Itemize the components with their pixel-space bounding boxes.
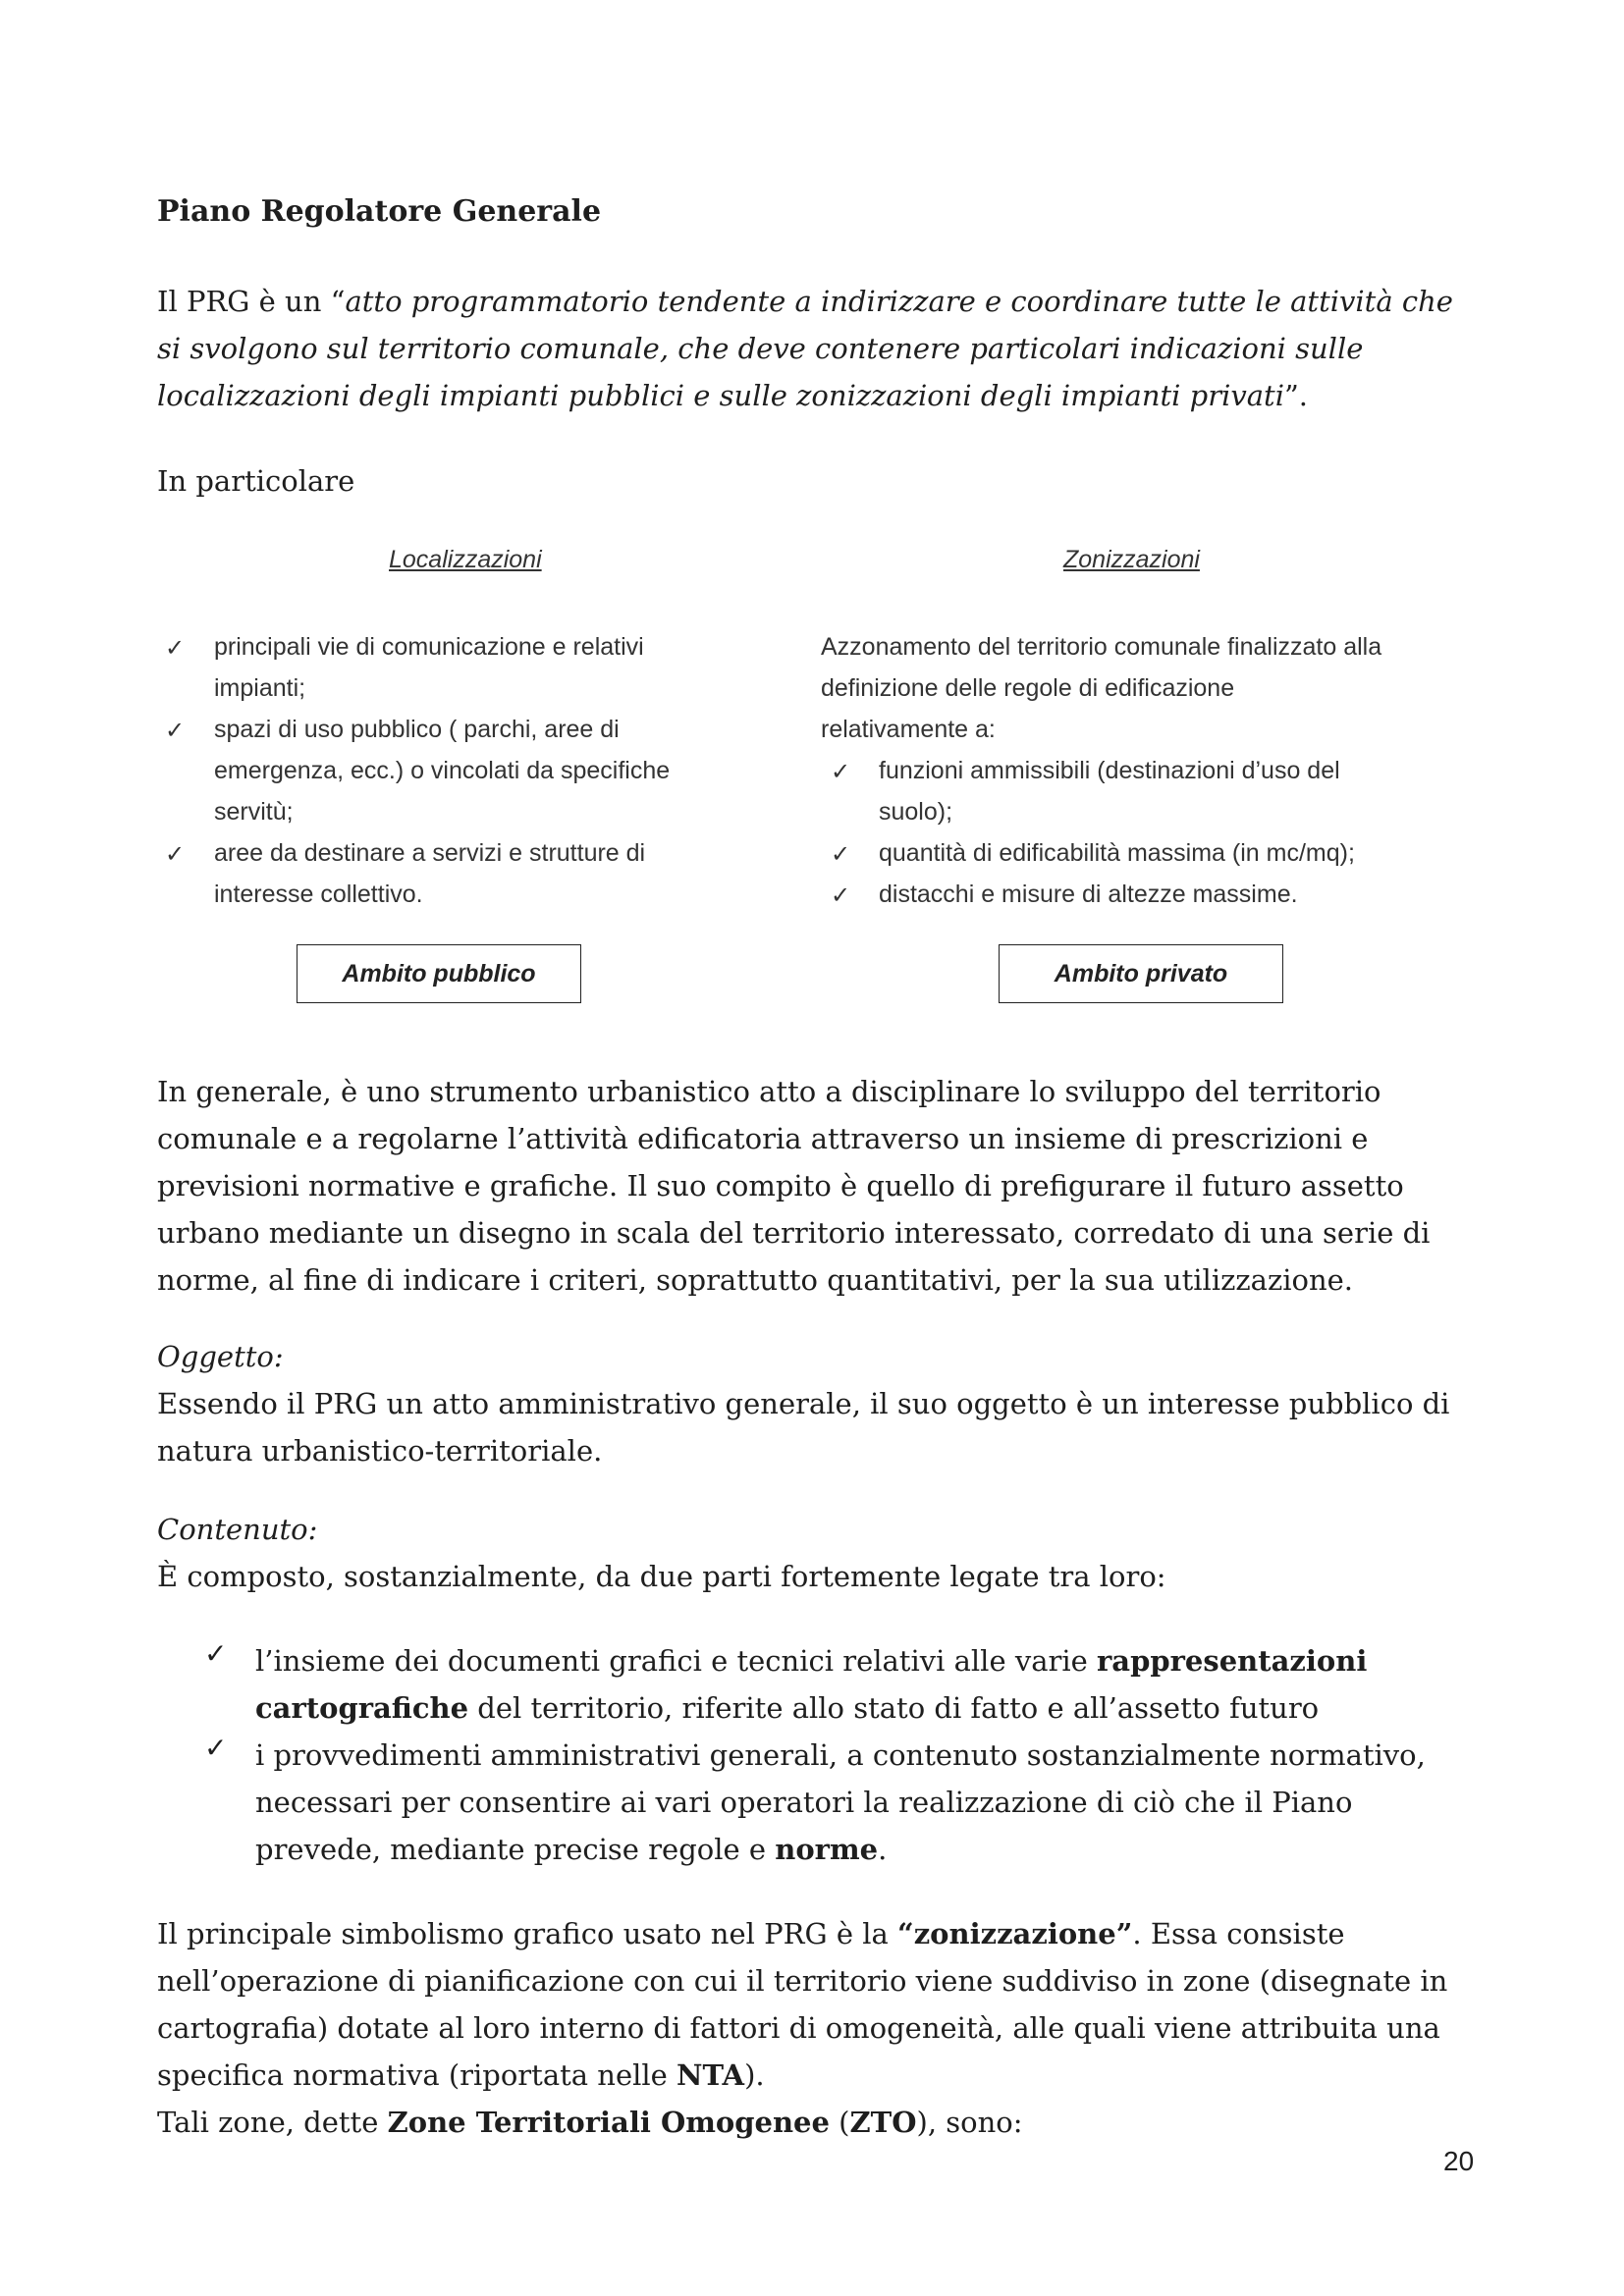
contenuto-item-2-tail: . [878,1833,888,1866]
contenuto-item-1-text: l’insieme dei documenti grafici e tecnici relativi alle varie [255,1644,1098,1678]
left-item-2-line-2: emergenza, ecc.) o vincolati da specifiche [214,757,671,784]
intro-quote: atto programmatorio tendente a indirizzare e coordinare tutte le attività che si svolgono sul territorio comunale, che deve contenere particolari indicazioni sulle localizzazioni degli impianti pubblici e sulle zonizzazioni degli impianti privati [157,285,1453,412]
zto-e: ), sono: [916,2106,1023,2139]
contenuto-item-1-bold: rappresentazioni cartografiche [255,1644,1368,1725]
localizzazioni-heading: Localizzazioni [389,546,542,573]
general-paragraph: In generale, è uno strumento urbanistico atto a disciplinare lo sviluppo del territorio comunale e a regolarne l’attività edificatoria attraverso un insieme di prescrizioni e previsioni normative e grafiche. Il suo compito è quello di prefigurare il futuro assetto urbano mediante un disegno in scala del territorio interessato, corredato di una serie di norme, al fine di indicare i criteri, soprattutto quantitativi, per la sua utilizzazione. [157,1075,1431,1297]
intro-lead: Il PRG è un “ [157,285,346,318]
left-item-1-line-2: impianti; [214,674,306,702]
right-intro-line-1: Azzonamento del territorio comunale finalizzato alla [821,633,1382,661]
left-item-3-line-2: interesse collettivo. [214,881,423,908]
intro-tail: ”. [1283,379,1309,412]
oggetto-text: Essendo il PRG un atto amministrativo generale, il suo oggetto è un interesse pubblico di natura urbanistico-territoriale. [157,1387,1450,1468]
check-icon: ✓ [204,1732,228,1764]
right-item-1-line-2: suolo); [879,798,953,826]
contenuto-text: È composto, sostanzialmente, da due parti fortemente legate tra loro: [157,1560,1166,1593]
zto-paragraph [157,2099,1483,2146]
intro-paragraph [157,278,1483,419]
in-particolare: In particolare [157,464,355,498]
zto-bold-name: Zone Territoriali Omogenee [387,2106,830,2139]
right-item-1 [879,750,1340,832]
right-intro-line-3: relativamente a: [821,716,996,743]
simbolismo-paragraph [157,1910,1483,2099]
ambito-privato-box: Ambito privato [999,944,1283,1003]
page-title: Piano Regolatore Generale [157,194,602,229]
zto-bold-abbr: ZTO [849,2106,917,2139]
left-item-2 [214,709,670,832]
simbolismo-a: Il principale simbolismo grafico usato nel PRG è la [157,1917,898,1950]
right-intro [821,626,1381,750]
left-item-1 [214,626,644,709]
simbolismo-c: . Essa consiste nell’operazione di pianificazione con cui il territorio viene suddiviso in zone (disegnate in cartografia) dotate al loro interno di fattori di omogeneità, alle quali viene attribuita una specifica normativa (riportata nelle [157,1917,1448,2092]
simbolismo-bold-nta: NTA [677,2058,745,2092]
left-item-2-line-1: spazi di uso pubblico ( parchi, aree di [214,716,620,743]
contenuto-item-1 [255,1637,1483,1732]
check-icon: ✓ [204,1637,228,1670]
check-icon: ✓ [165,840,186,868]
right-item-1-line-1: funzioni ammissibili (destinazioni d’uso del [879,757,1340,784]
contenuto-heading: Contenuto: [157,1513,318,1546]
right-intro-line-2: definizione delle regole di edificazione [821,674,1235,702]
check-icon: ✓ [831,840,851,868]
left-item-1-line-1: principali vie di comunicazione e relativi [214,633,644,661]
ambito-pubblico-box: Ambito pubblico [297,944,581,1003]
zonizzazioni-heading: Zonizzazioni [1063,546,1200,573]
left-item-3 [214,832,645,915]
contenuto-item-2-bold: norme [775,1833,879,1866]
right-item-3: distacchi e misure di altezze massime. [879,881,1298,908]
check-icon: ✓ [831,881,851,909]
check-icon: ✓ [165,634,186,662]
check-icon: ✓ [831,758,851,785]
simbolismo-bold-zonizzazione: “zonizzazione” [897,1917,1133,1950]
page-number: 20 [1443,2146,1475,2176]
contenuto-item-2-text: i provvedimenti amministrativi generali, a contenuto sostanzialmente normativo, necessari per consentire ai vari operatori la realizzazione di ciò che il Piano prevede, mediante precise regole e [255,1738,1426,1866]
zto-a: Tali zone, dette [157,2106,388,2139]
check-icon: ✓ [165,717,186,744]
oggetto-heading: Oggetto: [157,1340,284,1373]
left-item-2-line-3: servitù; [214,798,294,826]
left-item-3-line-1: aree da destinare a servizi e strutture di [214,839,646,867]
contenuto-item-2 [255,1732,1483,1873]
right-item-2: quantità di edificabilità massima (in mc/mq); [879,839,1355,867]
zto-c: ( [829,2106,850,2139]
contenuto-item-1-tail: del territorio, riferite allo stato di fatto e all’assetto futuro [468,1691,1320,1725]
simbolismo-e: ). [744,2058,765,2092]
